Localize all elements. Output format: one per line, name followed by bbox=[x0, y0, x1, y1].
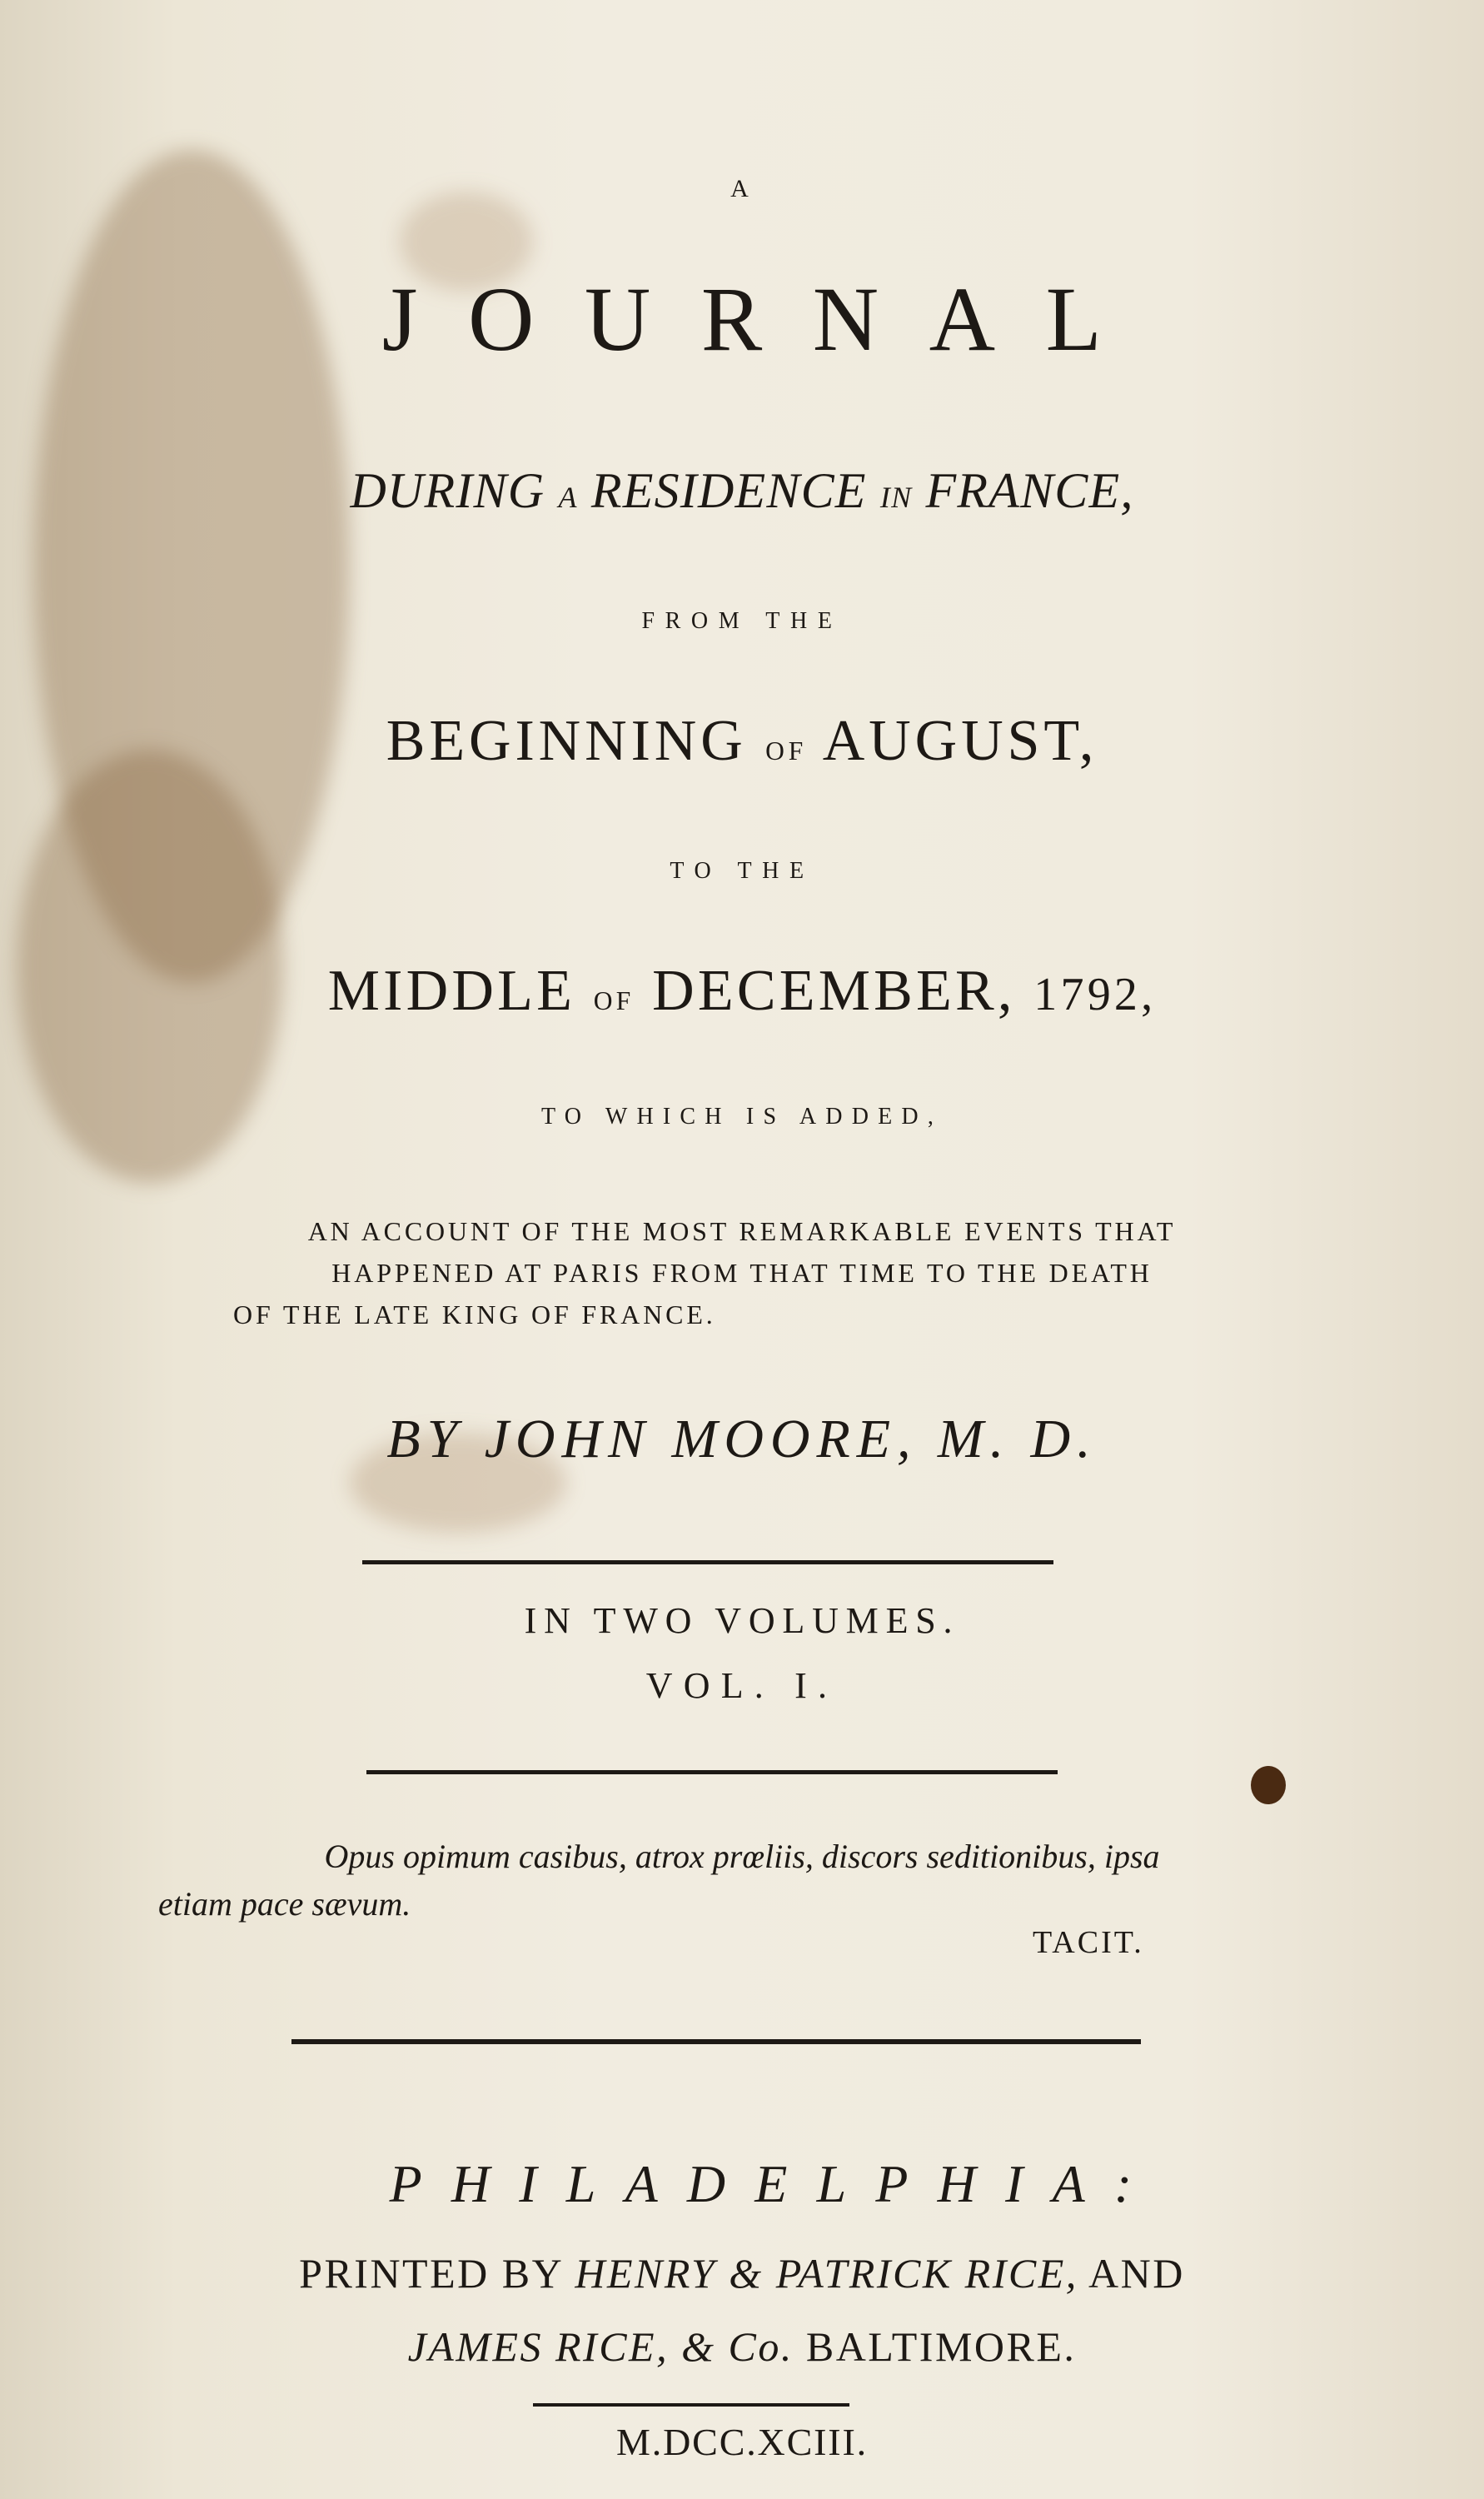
printer-line-2 bbox=[0, 2322, 1484, 2371]
printer-names: HENRY & PATRICK RICE, bbox=[575, 2250, 1078, 2297]
epigraph-line-2: etiam pace sævum. bbox=[158, 1885, 411, 1923]
to-which-line: TO WHICH IS ADDED, bbox=[540, 1104, 944, 1130]
divider-rule bbox=[362, 1560, 1053, 1564]
subtitle-france: FRANCE, bbox=[925, 463, 1134, 518]
printer-and: AND bbox=[1088, 2250, 1185, 2297]
middle-word: MIDDLE bbox=[327, 959, 576, 1023]
volumes-line: IN TWO VOLUMES. bbox=[524, 1600, 960, 1641]
middle-december: DECEMBER, bbox=[652, 959, 1016, 1023]
divider-rule bbox=[291, 2039, 1141, 2044]
subtitle-in: IN bbox=[879, 481, 913, 514]
account-line-2: HAPPENED AT PARIS FROM THAT TIME TO THE DEATH bbox=[331, 1258, 1153, 1288]
to-the-line: TO THE bbox=[670, 858, 814, 884]
subtitle-residence: RESIDENCE bbox=[590, 463, 867, 518]
printer-james-rice: JAMES RICE, & Co. bbox=[407, 2323, 794, 2370]
vol-line: VOL. I. bbox=[645, 1665, 839, 1706]
from-the-line: FROM THE bbox=[641, 608, 843, 634]
middle-line bbox=[0, 958, 1484, 1025]
divider-rule bbox=[533, 2403, 849, 2407]
subtitle-during: DURING bbox=[350, 463, 545, 518]
author-line: BY JOHN MOORE, M. D. bbox=[386, 1409, 1098, 1469]
middle-year: 1792, bbox=[1033, 969, 1157, 1020]
beginning-line bbox=[0, 708, 1484, 775]
place-line: PHILADELPHIA: bbox=[389, 2154, 1162, 2213]
ink-spot bbox=[1251, 1766, 1286, 1804]
beginning-august: AUGUST, bbox=[822, 709, 1098, 773]
account-line-3: OF THE LATE KING OF FRANCE. bbox=[233, 1299, 716, 1329]
main-title: JOURNAL bbox=[381, 268, 1153, 370]
beginning-of: OF bbox=[765, 736, 808, 766]
title-article: A bbox=[730, 175, 754, 202]
date-line: M.DCC.XCIII. bbox=[616, 2421, 868, 2463]
beginning-word: BEGINNING bbox=[386, 709, 747, 773]
middle-of: OF bbox=[593, 986, 635, 1015]
subtitle-a: A bbox=[558, 481, 578, 514]
subtitle-line bbox=[0, 462, 1484, 520]
epigraph-attribution: TACIT. bbox=[1033, 1925, 1144, 1960]
printer-line-1 bbox=[0, 2249, 1484, 2297]
account-line-1: AN ACCOUNT OF THE MOST REMARKABLE EVENTS THAT bbox=[307, 1216, 1177, 1246]
printer-baltimore: BALTIMORE. bbox=[805, 2323, 1077, 2370]
epigraph-line-1: Opus opimum casibus, atrox prœliis, discors seditionibus, ipsa bbox=[324, 1838, 1160, 1875]
divider-rule bbox=[366, 1770, 1058, 1774]
printer-printed-by: PRINTED BY bbox=[299, 2250, 563, 2297]
